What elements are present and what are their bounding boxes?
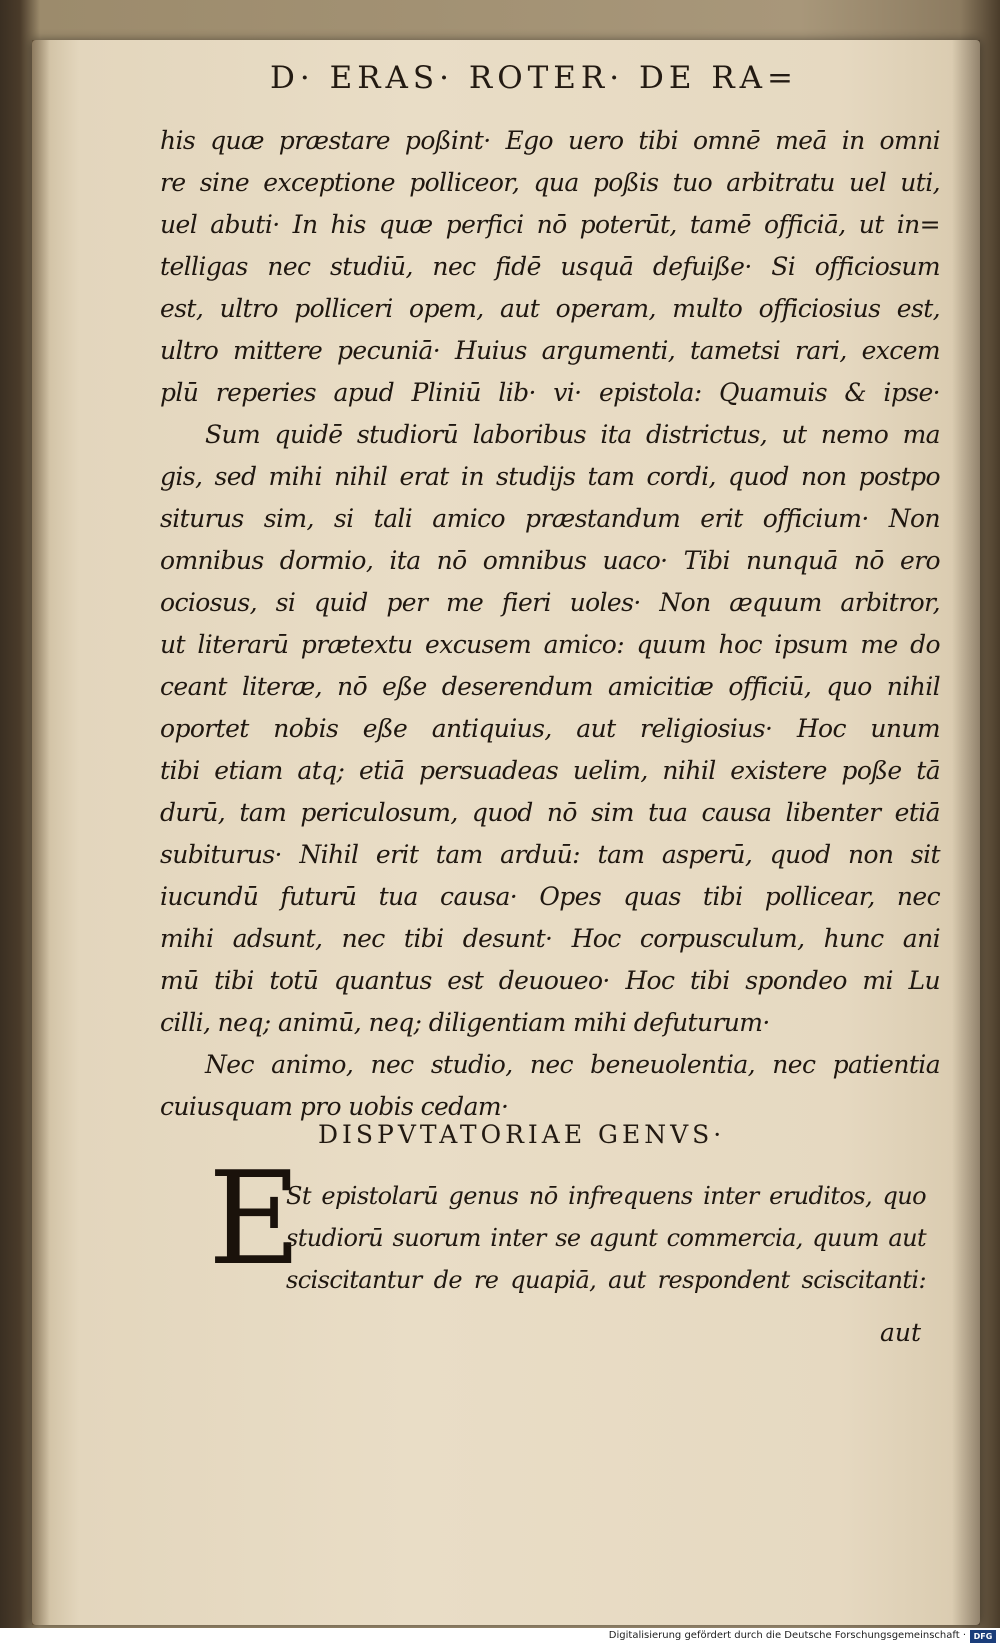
- text-line: omnibus dormio, ita nō omnibus uaco· Tibi nunquā nō ero: [160, 546, 940, 575]
- footer-bar: [0, 1628, 1000, 1646]
- text-line: durū, tam periculosum, quod nō sim tua causa libenter etiā: [160, 798, 940, 827]
- text-line: cuiusquam pro uobis cedam·: [160, 1092, 509, 1121]
- text-line: oportet nobis eße antiquius, aut religiosius· Hoc unum: [160, 714, 940, 743]
- text-line: tibi etiam atq; etiā persuadeas uelim, nihil existere poße tā: [160, 756, 940, 785]
- text-line: siturus sim, si tali amico præstandum erit officium· Non: [160, 504, 940, 533]
- text-line: re sine exceptione polliceor, qua poßis tuo arbitratu uel uti,: [160, 168, 940, 197]
- text-line: mihi adsunt, nec tibi desunt· Hoc corpusculum, hunc ani: [160, 924, 940, 953]
- footer-credit: Digitalisierung gefördert durch die Deutsche Forschungsgemeinschaft ·: [608, 1630, 966, 1641]
- text-line: his quæ præstare poßint· Ego uero tibi omnē meā in omni: [160, 126, 940, 155]
- text-line: St epistolarū genus nō infrequens inter eruditos, quo: [286, 1182, 926, 1210]
- spine-shadow: [952, 40, 980, 1625]
- text-line: ultro mittere pecuniā· Huius argumenti, tametsi rari, excem: [160, 336, 940, 365]
- page-edge-shadow: [32, 40, 50, 1625]
- running-head: D· ERAS· ROTER· DE RA=: [270, 60, 799, 96]
- text-line: ociosus, si quid per me fieri uoles· Non æquum arbitror,: [160, 588, 940, 617]
- text-line: Nec animo, nec studio, nec beneuolentia, nec patientia: [205, 1050, 940, 1079]
- text-line: ut literarū prætextu excusem amico: quum hoc ipsum me do: [160, 630, 940, 659]
- text-line: iucundū futurū tua causa· Opes quas tibi pollicear, nec: [160, 882, 940, 911]
- text-line: ceant literæ, nō eße deserendum amicitiæ officiū, quo nihil: [160, 672, 940, 701]
- catchword: aut: [880, 1318, 922, 1347]
- text-line: telligas nec studiū, nec fidē usquā defuiße· Si officiosum: [160, 252, 940, 281]
- main-text: [160, 120, 940, 1128]
- text-line: gis, sed mihi nihil erat in studijs tam cordi, quod non postpo: [160, 462, 940, 491]
- section-text: [286, 1175, 926, 1301]
- text-line: est, ultro polliceri opem, aut operam, multo officiosius est,: [160, 294, 940, 323]
- text-line: sciscitantur de re quapiā, aut respondent sciscitanti:: [286, 1266, 926, 1294]
- text-line: plū reperies apud Pliniū lib· vi· epistola: Quamuis & ipse·: [160, 378, 940, 407]
- dfg-logo: DFG: [970, 1630, 996, 1643]
- text-line: studiorū suorum inter se agunt commercia, quum aut: [286, 1224, 926, 1252]
- text-line: mū tibi totū quantus est deuoueo· Hoc tibi spondeo mi Lu: [160, 966, 940, 995]
- text-line: Sum quidē studiorū laboribus ita districtus, ut nemo ma: [205, 420, 940, 449]
- text-line: uel abuti· In his quæ perfici nō poterūt, tamē officiā, ut in=: [160, 210, 940, 239]
- text-line: subiturus· Nihil erit tam arduū: tam asperū, quod non sit: [160, 840, 940, 869]
- text-line: cilli, neq; animū, neq; diligentiam mihi defuturum·: [160, 1008, 770, 1037]
- section-heading: DISPVTATORIAE GENVS·: [318, 1120, 726, 1149]
- decorated-initial: E: [208, 1145, 302, 1294]
